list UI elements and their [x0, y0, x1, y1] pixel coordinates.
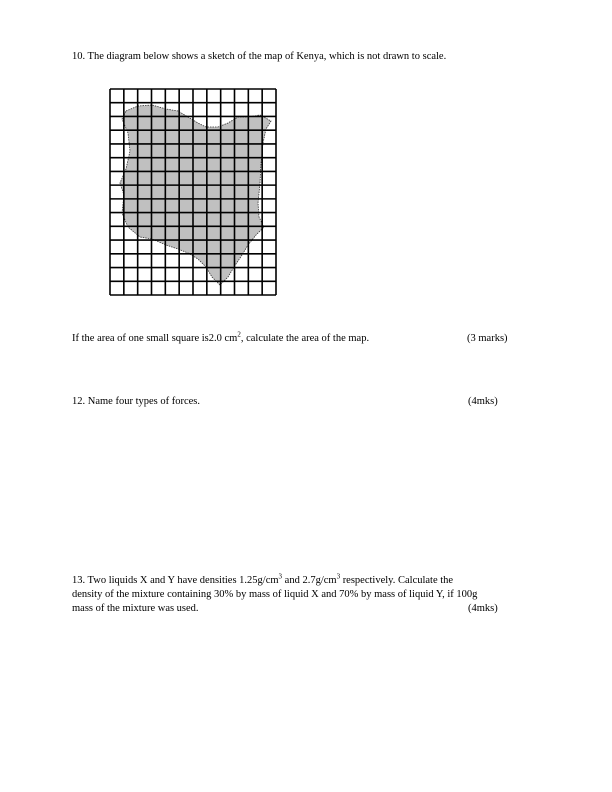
question-12-marks: (4mks): [468, 396, 498, 407]
question-10-marks: (3 marks): [467, 333, 508, 344]
question-13-line-2: density of the mixture containing 30% by mass of liquid X and 70% by mass of liquid Y, if 100g: [72, 589, 478, 600]
question-10-text: 10. The diagram below shows a sketch of the map of Kenya, which is not drawn to scale.: [72, 51, 447, 62]
question-13-line-1: 13. Two liquids X and Y have densities $1.25g/cm^3$ and $2.7g/cm^3$ respectively. Calculate the: [72, 572, 454, 586]
question-13-line-3: mass of the mixture was used.: [72, 603, 199, 614]
kenya-map-grid-diagram: [108, 87, 278, 297]
question-12-text: 12. Name four types of forces.: [72, 396, 200, 407]
question-13-marks: (4mks): [468, 603, 498, 614]
question-10-part-text: If the area of one small square is2.0 $cm^2$, calculate the area of the map.: [72, 330, 370, 344]
